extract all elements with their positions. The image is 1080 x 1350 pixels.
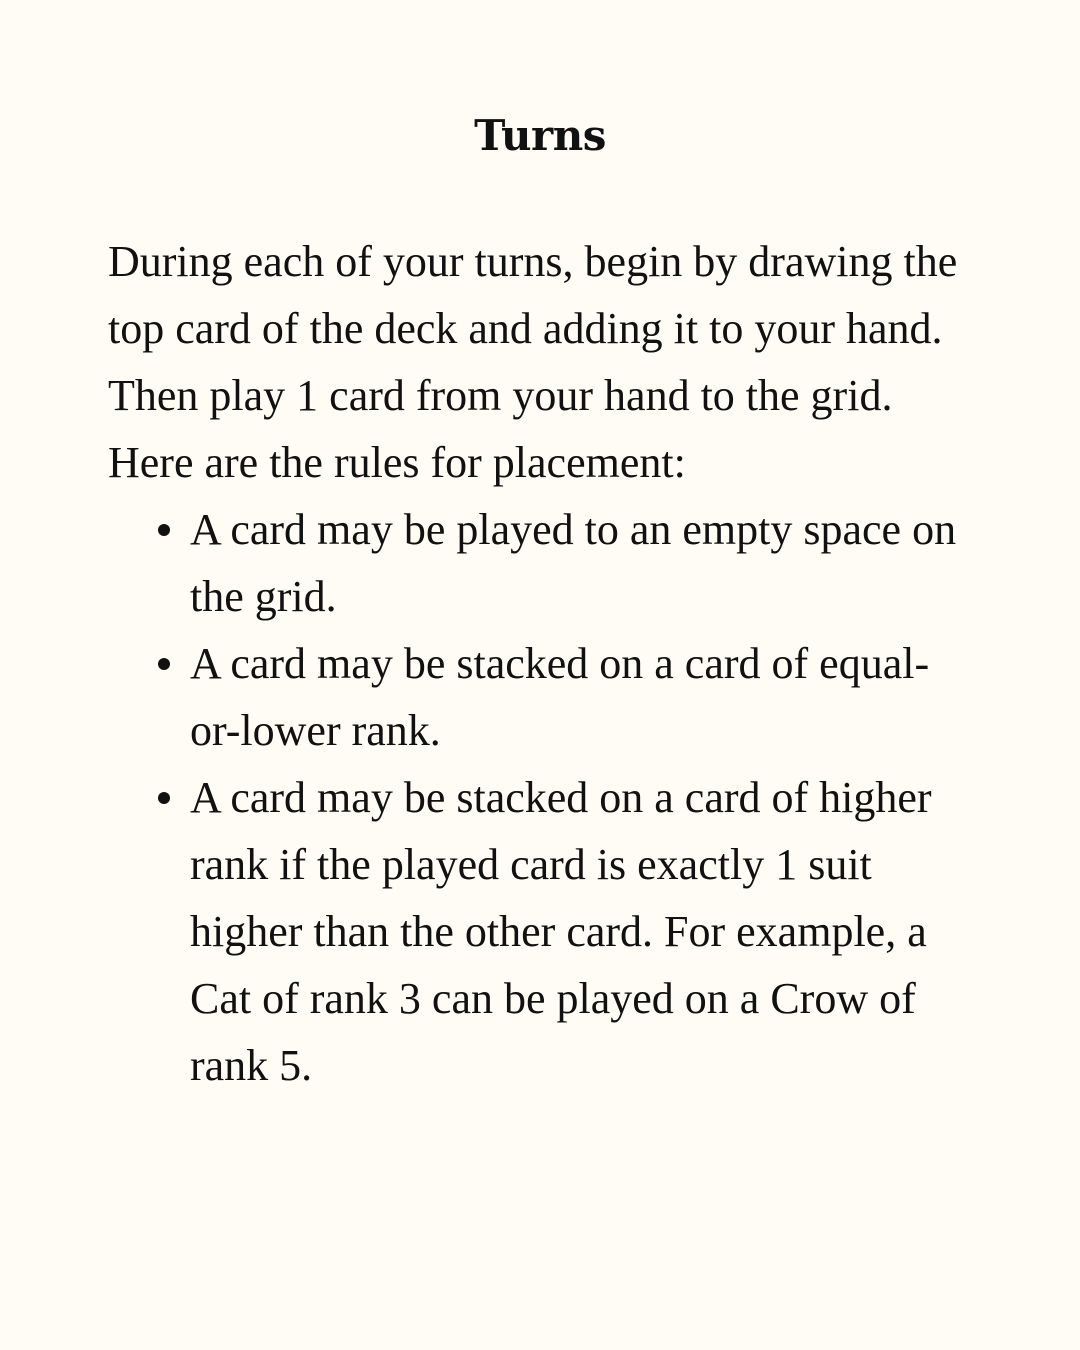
- placement-rule-text: A card may be played to an empty space on the grid.: [190, 505, 957, 621]
- intro-paragraph: During each of your turns, begin by drawing the top card of the deck and adding it to your hand. Then play 1 card from your hand to the grid. Here are the rules for placement:: [108, 237, 958, 487]
- bullet-dot-icon: [158, 524, 170, 536]
- placement-rule-item: [190, 496, 970, 630]
- placement-rule-item: [190, 630, 970, 764]
- placement-rule-item: [190, 764, 970, 1099]
- bullet-dot-icon: [158, 792, 170, 804]
- section-title: Turns: [474, 111, 606, 160]
- placement-rule-text: A card may be stacked on a card of higher rank if the played card is exactly 1 suit higher than the other card. For example, a Cat of rank 3 can be played on a Crow of rank 5.: [190, 773, 932, 1090]
- bullet-dot-icon: [158, 658, 170, 670]
- placement-rules-list: [108, 496, 970, 1099]
- section-content: [108, 228, 970, 1099]
- placement-rule-text: A card may be stacked on a card of equal-or-lower rank.: [190, 639, 930, 755]
